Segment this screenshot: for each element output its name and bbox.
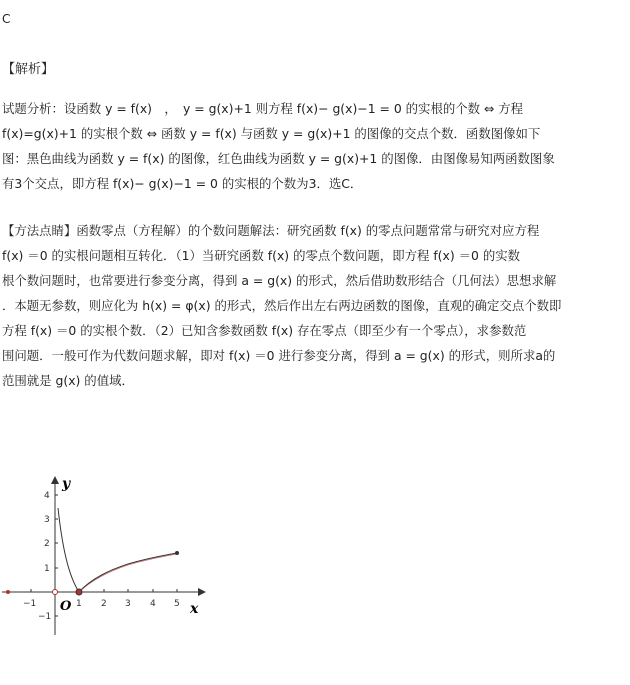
y-tick-label: −1 xyxy=(38,612,52,622)
analysis-heading: 【解析】 xyxy=(2,62,55,77)
tips-line: 根个数问题时，也常要进行参变分离，得到 a = g(x) 的形式，然后借助数形结合（几何法）思想求解 xyxy=(2,273,557,288)
analysis-line: 有3个交点，即方程 f(x)− g(x)−1 = 0 的实根的个数为3．选C． xyxy=(2,176,363,191)
tips-line: 方程 f(x) ＝0 的实根个数．（2）已知含参数函数 f(x) 存在零点（即至少有一个零点），求参数范 xyxy=(2,323,527,338)
x-axis-label: x xyxy=(190,601,199,617)
y-tick-label: 3 xyxy=(44,515,50,525)
black-curve xyxy=(58,508,79,592)
analysis-line: f(x)=g(x)+1 的实根个数 ⇔ 函数 y = f(x) 与函数 y = g(x)+1 的图像的交点个数．函数图像如下 xyxy=(2,126,541,141)
answer-text: C xyxy=(2,12,11,26)
analysis-line: 试题分析：设函数 y = f(x) ， y = g(x)+1 则方程 f(x)− g(x)−1 = 0 的实根的个数 ⇔ 方程 xyxy=(2,101,524,116)
black-curve-right xyxy=(79,553,177,592)
x-axis-arrow xyxy=(198,588,206,596)
y-tick-label: 4 xyxy=(44,491,50,501)
function-graph xyxy=(0,470,210,645)
x-tick-label: 4 xyxy=(150,599,156,609)
tips-line: f(x) ＝0 的实根问题相互转化．（1）当研究函数 f(x) 的零点个数问题，即方程 f(x) ＝0 的实数 xyxy=(2,248,520,263)
origin-label: O xyxy=(60,599,72,614)
x-tick-label: 3 xyxy=(125,599,131,609)
x-tick-label: 5 xyxy=(174,599,180,609)
end-point xyxy=(175,551,179,555)
analysis-paragraph xyxy=(2,96,626,196)
y-tick-label: 1 xyxy=(44,564,50,574)
x-tick-label: 1 xyxy=(76,599,82,609)
analysis-line: 图：黑色曲线为函数 y = f(x) 的图像，红色曲线为函数 y = g(x)+1 的图像．由图像易知两函数图象 xyxy=(2,151,555,166)
method-tips-paragraph xyxy=(2,218,626,393)
left-point xyxy=(6,590,10,594)
intersection-point xyxy=(76,589,82,595)
y-tick-label: 2 xyxy=(44,539,50,549)
tips-line: ．本题无参数，则应化为 h(x) = φ(x) 的形式，然后作出左右两边函数的图像，直观的确定交点个数即 xyxy=(2,298,562,313)
tips-line: 围问题．一般可作为代数问题求解，即对 f(x) ＝0 进行参变分离，得到 a = g(x) 的形式，则所求a的 xyxy=(2,348,556,363)
origin-open-point xyxy=(53,590,58,595)
y-axis-label: y xyxy=(62,476,71,492)
y-axis-arrow xyxy=(51,476,59,484)
red-curve xyxy=(79,554,177,592)
x-tick-label: −1 xyxy=(23,599,37,609)
tips-line: 【方法点睛】函数零点（方程解）的个数问题解法：研究函数 f(x) 的零点问题常常与研究对应方程 xyxy=(2,223,540,238)
x-tick-label: 2 xyxy=(101,599,107,609)
tips-line: 范围就是 g(x) 的值域． xyxy=(2,373,134,388)
